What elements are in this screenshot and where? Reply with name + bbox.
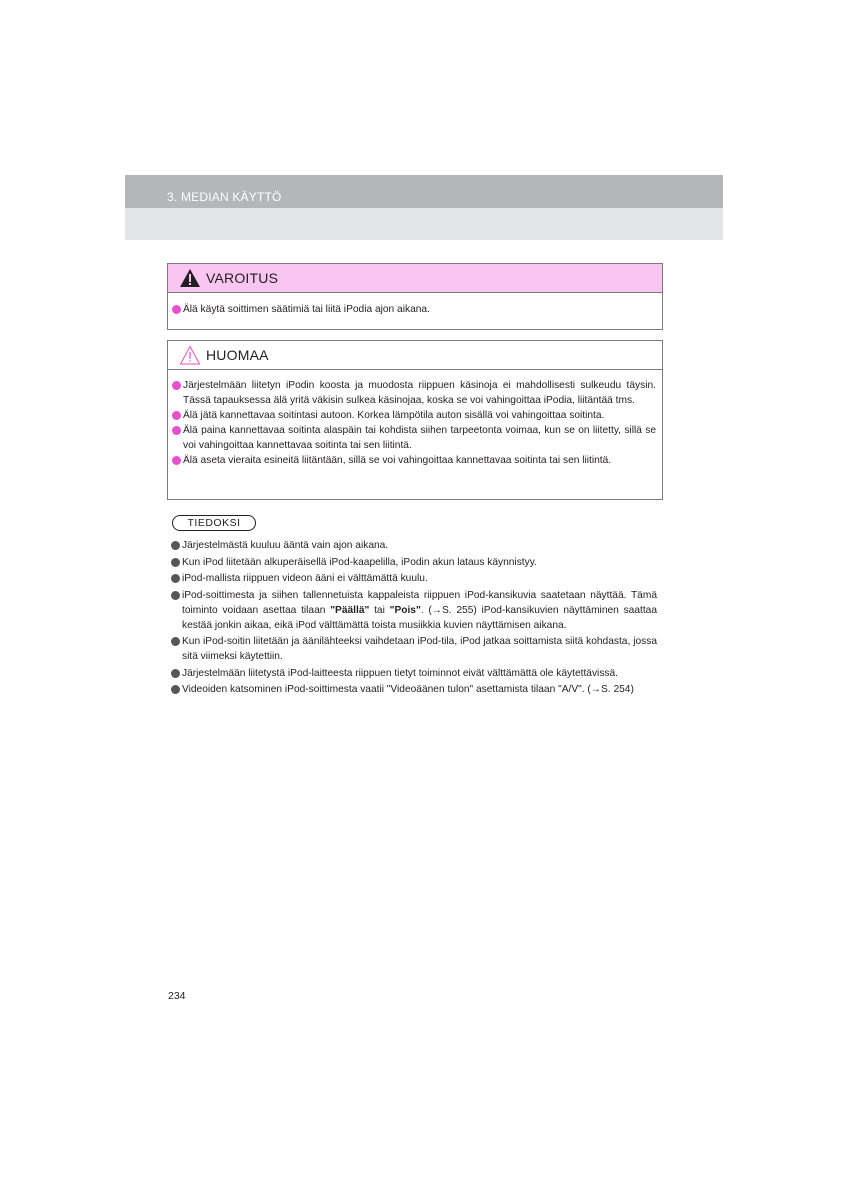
bullet-dot [172, 426, 181, 435]
notice-title: HUOMAA [206, 347, 269, 363]
page-number: 234 [168, 990, 186, 1002]
list-item: Kun iPod liitetään alkuperäisellä iPod-kaapelilla, iPodin akun lataus käynnistyy. [170, 555, 657, 570]
warning-body [168, 293, 662, 322]
bullet-dot [172, 411, 181, 420]
list-item: Älä paina kannettavaa soitinta alaspäin tai kohdista siihen tarpeetonta voimaa, kun se on liitetty, sillä se voi vahingoittaa kannettavaa soitinta tai sen liitintä. [171, 423, 656, 453]
warning-filled-triangle-icon [179, 268, 201, 288]
warning-box-header [168, 264, 662, 293]
warning-box [167, 263, 663, 330]
bullet-dot [171, 558, 180, 567]
bullet-dot [172, 456, 181, 465]
option-on-label: "Päällä" [330, 604, 370, 616]
bullet-dot [171, 669, 180, 678]
section-title: 3. MEDIAN KÄYTTÖ [167, 190, 282, 204]
bullet-dot [171, 591, 180, 600]
list-item: Älä käytä soittimen säätimiä tai liitä iPodia ajon aikana. [171, 302, 656, 317]
bullet-dot [171, 574, 180, 583]
list-item: Älä aseta vieraita esineitä liitäntään, sillä se voi vahingoittaa kannettavaa soitinta tai sen liitintä. [171, 453, 656, 468]
list-item: Järjestelmään liitetyn iPodin koosta ja muodosta riippuen käsinoja ei mahdollisesti sulkeudu täysin. Tässä tapauksessa älä yritä väkisin sulkea käsinojaa, koska se voi vahingoittaa iPodia, liitäntää tms. [171, 378, 656, 408]
list-item: Älä jätä kannettavaa soitintasi autoon. Korkea lämpötila auton sisällä voi vahingoittaa soitinta. [171, 408, 656, 423]
notice-body [168, 370, 662, 473]
info-list [170, 538, 657, 699]
notice-box [167, 340, 663, 500]
chapter-header-strip [125, 175, 723, 208]
list-item: iPod-mallista riippuen videon ääni ei välttämättä kuulu. [170, 571, 657, 586]
bullet-dot [171, 541, 180, 550]
list-item: Kun iPod-soitin liitetään ja äänilähteeksi vaihdetaan iPod-tila, iPod jatkaa soittamista siitä kohdasta, jossa sitä viimeksi käytettiin. [170, 634, 657, 664]
notice-box-header [168, 341, 662, 370]
caution-outline-triangle-icon [179, 345, 201, 365]
chapter-header [125, 175, 723, 240]
option-off-label: "Pois" [389, 604, 421, 616]
warning-title: VAROITUS [206, 270, 279, 286]
list-item: Järjestelmään liitetystä iPod-laitteesta riippuen tietyt toiminnot eivät välttämättä ole käytettävissä. [170, 666, 657, 681]
list-item: Järjestelmästä kuuluu ääntä vain ajon aikana. [170, 538, 657, 553]
list-item: iPod-soittimesta ja siihen tallennetuista kappaleista riippuen iPod-kansikuvia saatetaan näyttää. Tämä toiminto voidaan asettaa tilaan "Päällä" tai "Pois". (→S. 255) iPod-kansikuvien näyttäminen saattaa kestää jonkin aikaa, eikä iPod välttämättä toista musiikkia kuvien näyttämisen aikana. [170, 588, 657, 633]
bullet-dot [171, 685, 180, 694]
bullet-dot [172, 381, 181, 390]
info-tag: TIEDOKSI [172, 515, 256, 531]
bullet-dot [172, 305, 181, 314]
list-item: Videoiden katsominen iPod-soittimesta vaatii "Videoäänen tulon" asettamista tilaan "A/V". (→S. 254) [170, 682, 657, 697]
bullet-dot [171, 637, 180, 646]
